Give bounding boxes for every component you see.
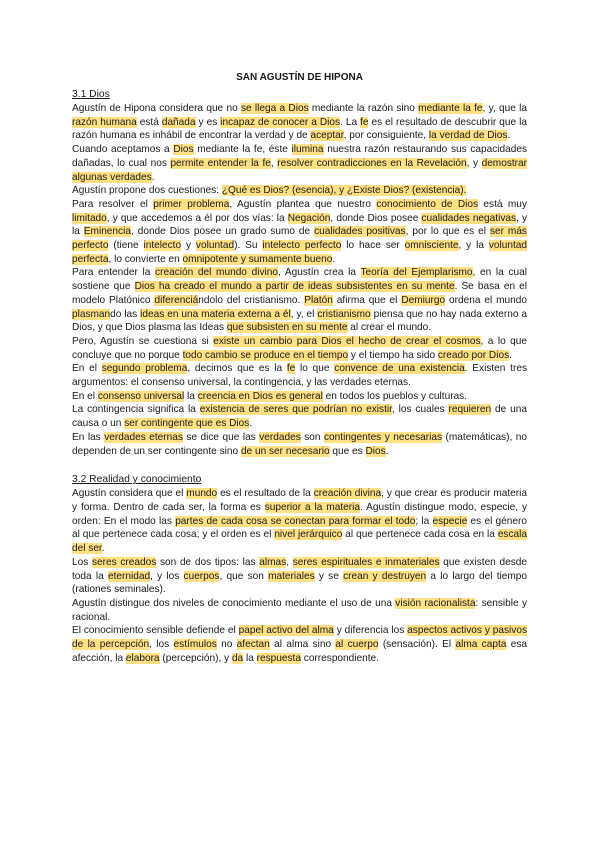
text-run: Agustín propone dos cuestiones: [72,185,222,197]
highlighted-text: intelecto perfecto [262,240,342,252]
text-run: correspondiente. [300,652,379,664]
highlighted-text: ser más perfecto [72,226,527,252]
highlighted-text: Dios ha creado el mundo a partir de ideas subsistentes en su mente [134,281,455,293]
highlighted-text: Teoría del Ejemplarismo [360,267,473,279]
highlighted-text: superior a la materia [264,501,360,513]
text-run: mediante la razón sino [308,103,419,114]
text-run: son de dos tipos: las [156,556,260,568]
text-run: . [249,418,253,430]
text-run: que es [329,445,366,457]
highlighted-text: limitado [72,212,107,224]
highlighted-text: escala del ser [72,529,527,555]
sections-container [72,88,527,665]
paragraph [72,362,527,389]
text-run: , que son [219,570,269,582]
text-run: , a lo que concluye que no porque [72,335,527,361]
highlighted-text: intelecto [143,240,182,252]
text-run: , decimos que es la [187,363,287,375]
text-run: . Agustín distingue modo, especie, y orden: En el modo las [72,501,528,527]
text-run: nuestra razón restaurando sus capacidades dañadas, lo cual nos [72,144,528,169]
paragraph [72,431,527,458]
highlighted-text: elabora [125,652,160,664]
highlighted-text: cualidades negativas [421,212,517,224]
highlighted-text: ilumina [291,144,324,156]
section-heading: 3.1 Dios [72,89,110,100]
text-run: y el tiempo ha sido [348,349,438,361]
paragraph [72,335,527,362]
highlighted-text: creencia en Dios es general [197,390,323,402]
paragraph [72,102,527,143]
paragraph [72,198,527,267]
text-run: afirma que el [332,294,402,306]
highlighted-text: convence de una existencia [334,363,465,375]
text-run: está muy [478,198,527,210]
text-run: esa afección, la [72,639,528,664]
highlighted-text: mediante la fe [418,103,483,114]
highlighted-text: eternidad [107,570,151,582]
text-run: (matemáticas), no dependen de un ser contingente sino [72,431,527,457]
highlighted-text: cuerpos [183,570,220,582]
text-run: (tiene [108,240,144,252]
text-run: es el resultado de la [217,488,314,500]
highlighted-text: Negación [287,212,331,224]
highlighted-text: voluntad perfecta [72,240,528,265]
text-run: Para entender la [72,267,156,279]
highlighted-text: dañada [161,116,196,128]
highlighted-text: respuesta [256,652,301,664]
highlighted-text: seres espirituales e inmateriales [292,556,440,568]
highlighted-text: creación del mundo divino [155,267,278,279]
text-run: de una causa o un [72,404,527,430]
highlighted-text: existe un cambio para Dios el hecho de crear el cosmos [213,335,481,347]
text-run: ndolo del cristianismo. [198,294,305,306]
text-run: : sensible y racional. [72,597,527,623]
highlighted-text: nivel jerárquico [274,529,343,541]
text-run: (percepción), y [159,652,232,664]
highlighted-text: alma capta [455,639,507,651]
paragraph [72,403,527,430]
text-run: y [181,240,196,252]
text-run: la [184,390,198,402]
text-run: está [136,116,162,128]
highlighted-text: mundo [186,488,218,500]
text-run: ; la [415,515,433,527]
text-run: es el resultado de descubrir que la razón humana es inhábil de encontrar la verdad y de [72,116,528,142]
text-run: mediante la fe, éste [193,144,292,156]
text-run: a lo largo del tiempo (rationes seminales). [72,570,528,596]
text-run: y es [195,116,221,128]
text-run: . [385,445,389,457]
text-run: lo que [295,363,335,375]
highlighted-text: seres creados [91,556,157,568]
paragraph [72,487,527,556]
highlighted-text: verdades [259,431,301,443]
highlighted-text: Demiurgo [401,294,446,306]
text-run: , y, que la [482,103,527,114]
text-run: es el género al que pertenece cada cosa; y el orden es el [72,515,527,541]
highlighted-text: consenso universal [97,390,185,402]
highlighted-text: omnipotente y sumamente bueno [182,253,333,265]
text-run: En el [72,363,102,375]
text-run: . Existen tres argumentos: el consenso universal, la contingencia, y las verdades eternas. [72,363,527,389]
text-run: . Se basa en el modelo Platónico [72,281,527,306]
text-run: La contingencia significa la [72,404,200,416]
highlighted-text: Platón [304,294,333,306]
highlighted-text: contingentes y necesarias [323,431,443,443]
paragraph [72,624,527,665]
highlighted-text: de un ser necesario [240,445,330,457]
highlighted-text: resolver contradicciones en la Revelación [277,157,467,169]
highlighted-text: la verdad de Dios [428,130,508,142]
paragraph [72,184,527,198]
highlighted-text: demostrar algunas verdades [72,157,528,183]
highlighted-text: cualidades positivas [314,226,406,238]
text-run: . [507,130,511,142]
text-run: , Agustín crea la [277,267,361,279]
highlighted-text: creación divina [313,488,382,500]
highlighted-text: segundo problema [101,363,188,375]
text-run: ordena el mundo [445,294,527,306]
text-run: Para resolver el [72,198,154,210]
highlighted-text: fe [286,363,296,375]
highlighted-text: verdades eternas [104,431,183,443]
text-run: , [286,556,293,568]
highlighted-text: al cuerpo [335,639,379,651]
highlighted-text: papel activo del alma [238,625,334,637]
highlighted-text: primer problema [153,198,230,210]
highlighted-text: ideas en una materia externa a él [140,308,291,320]
highlighted-text: que subsisten en su mente [226,322,348,334]
highlighted-text: visión racionalista [395,597,476,609]
highlighted-text: da [231,652,244,664]
highlighted-text: aceptar [310,130,344,142]
paragraph [72,266,527,335]
highlighted-text: especie [432,515,468,527]
paragraph [72,390,527,404]
highlighted-text: requieren [448,404,492,416]
highlighted-text: se llega a Dios [240,103,309,114]
highlighted-text: materiales [268,570,315,582]
highlighted-text: todo cambio se produce en el tiempo [182,349,349,361]
document-title: SAN AGUSTÍN DE HIPONA [236,72,363,83]
highlighted-text: conocimiento de Dios [376,198,479,210]
highlighted-text: afectan [236,639,270,651]
paragraph [72,143,527,184]
text-run: , y, el [290,308,318,320]
text-run: , lo convierte en [108,253,183,265]
text-run: al alma sino [269,639,336,651]
text-run: no [216,639,237,651]
text-run: . [151,171,155,183]
highlighted-text: razón humana [72,116,137,128]
text-run: Los [72,556,92,568]
highlighted-text: almas [259,556,287,568]
paragraph [72,556,527,597]
highlighted-text: Dios [365,445,386,457]
text-run: , Agustín plantea que nuestro [229,198,377,210]
text-run: , por consiguiente, [343,130,429,142]
highlighted-text: omnisciente [404,240,459,252]
highlighted-text: Dios [173,144,194,156]
text-run: En las [72,431,105,443]
text-run: El conocimiento sensible defiende el [72,625,239,637]
text-run: se dice que las [182,431,260,443]
highlighted-text: plasman [72,308,111,320]
text-run: , y los [150,570,184,582]
text-run: son [300,431,324,443]
text-run: , en la cual sostiene que [72,267,527,293]
text-run: piensa que no hay nada externo a Dios, y que Dios plasma las Ideas [72,308,527,334]
text-run: , donde Dios posee [330,212,422,224]
text-run: (sensación). El [378,639,456,651]
text-run: Agustín distingue dos niveles de conocimiento mediante el uso de una [72,597,396,609]
text-run: la [243,652,257,664]
text-run: . La [340,116,361,128]
text-run: al crear el mundo. [347,322,432,334]
text-run: , [270,157,278,169]
text-run: . [101,543,105,555]
text-run: , y la [458,240,489,252]
text-run: Agustín de Hipona considera que no [72,103,241,114]
text-run: , los cuales [391,404,449,416]
text-run: do las [110,308,141,320]
highlighted-text: diferenciá [154,294,199,306]
highlighted-text: aspectos activos y pasivos de la percepción [72,625,527,651]
highlighted-text: creado por Dios [437,349,510,361]
text-run: En el [72,390,98,402]
paragraph [72,597,527,624]
text-run: , y que crear es producir materia y forma. Dentro de cada ser, la forma es [72,488,527,513]
highlighted-text: estímulos [173,639,217,651]
highlighted-text: fe [360,116,369,128]
text-run: que existen desde toda la [72,556,527,582]
highlighted-text: permite entender la fe [170,157,271,169]
text-run: y se [314,570,344,582]
text-run: en todos los pueblos y culturas. [322,390,468,402]
text-run: y diferencia los [333,625,408,637]
highlighted-text: voluntad [195,240,235,252]
section-heading: 3.2 Realidad y conocimiento [72,474,202,486]
text-run: , por lo que es el [405,226,490,238]
text-run: Cuando aceptamos a [72,144,174,156]
text-run: Agustín considera que el [72,488,187,500]
highlighted-text: ser contingente que es Dios [124,418,250,430]
text-run: , los [149,639,174,651]
text-run: , y que accedemos a él por dos vías: la [106,212,288,224]
text-run: ). Su [234,240,263,252]
highlighted-text: incapaz de conocer a Dios [220,116,341,128]
text-run: , donde Dios posee un grado sumo de [130,226,315,238]
highlighted-text: crean y destruyen [343,570,427,582]
highlighted-text: ¿Qué es Dios? (esencia), y ¿Existe Dios? (existencia). [221,185,467,197]
document-page [72,72,527,665]
text-run: , y [466,157,482,169]
highlighted-text: partes de cada cosa se conectan para formar el todo [175,515,416,527]
text-run: al que pertenece cada cosa en la [342,529,498,541]
text-run: , y la [72,212,527,238]
highlighted-text: existencia de seres que podrían no existir [199,404,392,416]
highlighted-text: cristianismo [317,308,371,320]
text-run: . [509,349,512,361]
text-run: lo hace ser [341,240,405,252]
highlighted-text: Eminencia [83,226,131,238]
text-run: Pero, Agustín se cuestiona si [72,335,214,347]
text-run: . [332,253,336,265]
